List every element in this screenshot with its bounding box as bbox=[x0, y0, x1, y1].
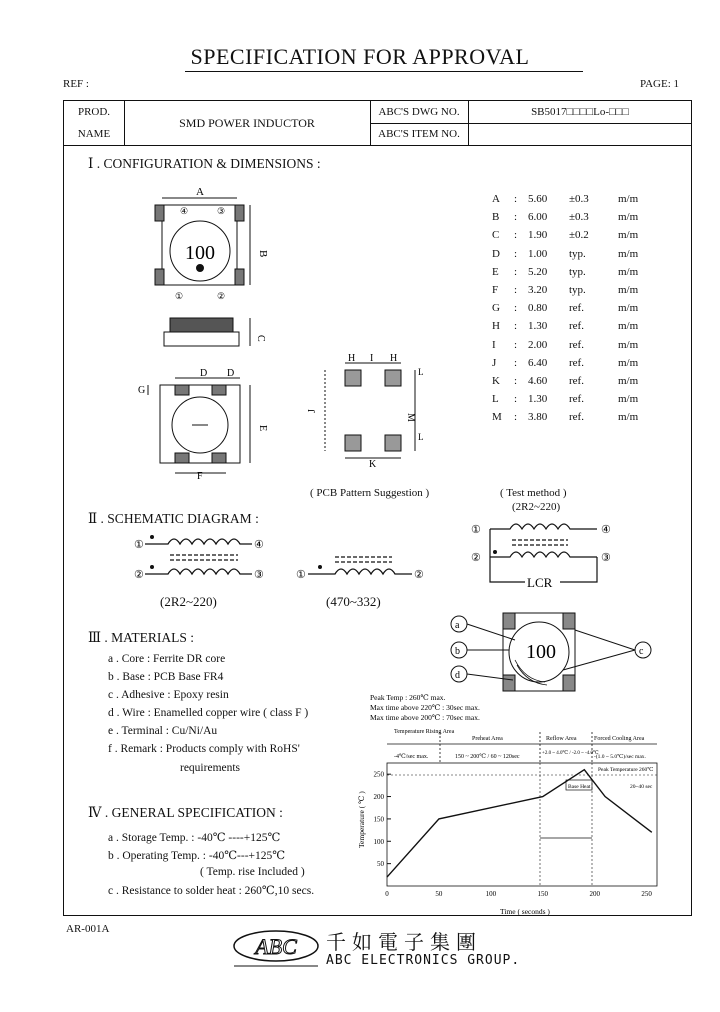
dim-unit: m/m bbox=[618, 211, 639, 224]
dim-unit: m/m bbox=[618, 320, 639, 333]
svg-text:D: D bbox=[227, 368, 235, 379]
reflow-y-label: Temperature ( ℃ ) bbox=[357, 791, 366, 848]
svg-text:③: ③ bbox=[601, 552, 611, 564]
reflow-x-label: Time ( seconds ) bbox=[500, 907, 550, 916]
dim-key: K bbox=[492, 375, 500, 387]
zone-rising-value: -4℃/sec max. bbox=[394, 754, 429, 760]
dim-key: H bbox=[492, 320, 500, 333]
svg-text:L: L bbox=[418, 432, 424, 442]
dim-unit: m/m bbox=[618, 247, 639, 260]
material-item: b . Base : PCB Base FR4 bbox=[108, 671, 224, 683]
svg-text:③: ③ bbox=[217, 206, 226, 216]
dimension-row bbox=[490, 408, 660, 426]
material-item: a . Core : Ferrite DR core bbox=[108, 653, 226, 665]
page-label: PAGE: 1 bbox=[640, 78, 680, 90]
dim-key: A bbox=[492, 193, 500, 205]
svg-text:M: M bbox=[405, 413, 416, 422]
reflow-note-3: Max time above 200℃ : 70sec max. bbox=[370, 713, 480, 722]
svg-text:①: ① bbox=[134, 539, 144, 551]
dim-sep: : bbox=[514, 302, 518, 315]
svg-text:C: C bbox=[255, 335, 266, 342]
svg-text:c: c bbox=[639, 646, 644, 657]
test-method-label: ( Test method ) bbox=[500, 487, 567, 499]
top-view-marking: 100 bbox=[185, 242, 215, 264]
svg-text:③: ③ bbox=[254, 569, 264, 581]
product-name: SMD POWER INDUCTOR bbox=[179, 115, 315, 130]
item-value bbox=[468, 123, 692, 145]
lcr-label: LCR bbox=[527, 575, 553, 590]
dim-value: 6.40 bbox=[528, 356, 548, 369]
dim-key: I bbox=[492, 338, 496, 351]
zone-rising: Temperature Rising Area bbox=[394, 729, 455, 735]
dimension-row bbox=[490, 245, 660, 263]
dimension-row bbox=[490, 372, 660, 390]
dim-unit: m/m bbox=[618, 338, 639, 351]
zone-reflow: Reflow Area bbox=[546, 736, 577, 742]
dim-tolerance: ref. bbox=[569, 411, 584, 424]
section-3-title: Ⅲ . MATERIALS : bbox=[88, 630, 195, 645]
pcb-caption: ( PCB Pattern Suggestion ) bbox=[310, 487, 430, 499]
ref-label: REF : bbox=[63, 78, 89, 90]
svg-text:①: ① bbox=[296, 569, 306, 581]
reflow-profile-line bbox=[387, 770, 652, 877]
y-tick-label: 150 bbox=[373, 815, 384, 824]
dim-sep: : bbox=[514, 393, 518, 406]
dim-unit: m/m bbox=[618, 229, 639, 242]
svg-text:①: ① bbox=[175, 291, 184, 301]
svg-text:②: ② bbox=[471, 552, 481, 564]
schematic-diagrams bbox=[130, 530, 430, 590]
gen-spec-storage: a . Storage Temp. : -40℃ ----+125℃ bbox=[108, 832, 281, 844]
material-item: c . Adhesive : Epoxy resin bbox=[108, 689, 229, 701]
title-underline bbox=[185, 71, 583, 72]
dim-tolerance: typ. bbox=[569, 247, 586, 260]
section-4-title: Ⅳ . GENERAL SPECIFICATION : bbox=[88, 805, 283, 820]
material-item: d . Wire : Enamelled copper wire ( class F ) bbox=[108, 707, 309, 719]
peak-temp-label: Peak Temperature 260℃ bbox=[598, 767, 654, 773]
dim-sep: : bbox=[514, 338, 518, 351]
gen-spec-solder-heat: c . Resistance to solder heat : 260℃,10 secs. bbox=[108, 885, 315, 897]
schematic-range-2: (470~332) bbox=[326, 594, 381, 609]
dimension-drawings bbox=[120, 185, 440, 485]
y-tick-label: 50 bbox=[377, 860, 384, 869]
svg-text:d: d bbox=[455, 670, 460, 681]
dim-key: B bbox=[492, 211, 500, 224]
dim-value: 1.30 bbox=[528, 393, 548, 406]
svg-text:A: A bbox=[196, 186, 204, 198]
dim-unit: m/m bbox=[618, 284, 639, 296]
zone-cooling: Forced Cooling Area bbox=[594, 736, 645, 742]
item-label: ABC'S ITEM NO. bbox=[378, 128, 460, 140]
dim-value: 1.30 bbox=[528, 320, 548, 333]
section-2-title: Ⅱ . SCHEMATIC DIAGRAM : bbox=[88, 511, 259, 526]
zone-preheat-value: 150 ~ 200℃ / 60 ~ 120sec bbox=[455, 754, 520, 760]
material-item: f . Remark : Products comply with RoHS' bbox=[108, 743, 300, 755]
dim-key: E bbox=[492, 265, 499, 278]
dimension-row bbox=[490, 190, 660, 208]
dimension-row bbox=[490, 317, 660, 335]
test-method-circuit bbox=[465, 515, 625, 590]
dim-key: M bbox=[492, 411, 502, 424]
dim-unit: m/m bbox=[618, 411, 639, 424]
dim-value: 2.00 bbox=[528, 338, 548, 351]
dim-key: L bbox=[492, 393, 499, 406]
schematic-range-1: (2R2~220) bbox=[160, 594, 217, 609]
dim-unit: m/m bbox=[618, 356, 639, 369]
x-tick-label: 100 bbox=[485, 890, 497, 898]
dim-tolerance: ±0.2 bbox=[569, 229, 589, 242]
page-title: SPECIFICATION FOR APPROVAL bbox=[190, 44, 530, 69]
dim-sep: : bbox=[514, 356, 518, 369]
dwg-label: ABC'S DWG NO. bbox=[378, 106, 460, 118]
reflow-profile-chart bbox=[350, 688, 670, 918]
dim-unit: m/m bbox=[618, 302, 639, 315]
dim-tolerance: ±0.3 bbox=[569, 193, 589, 205]
dimension-row bbox=[490, 226, 660, 244]
svg-text:④: ④ bbox=[601, 524, 611, 536]
dim-tolerance: ref. bbox=[569, 302, 584, 315]
x-tick-label: 0 bbox=[385, 890, 389, 898]
x-tick-label: 50 bbox=[435, 890, 443, 898]
dim-sep: : bbox=[514, 229, 518, 242]
svg-text:②: ② bbox=[134, 569, 144, 581]
zone-preheat: Preheat Area bbox=[472, 736, 503, 742]
zone-reflow-value: +2.0 ~ 4.0℃ / -2.0 ~ -4.0℃ bbox=[542, 751, 599, 756]
dim-value: 1.90 bbox=[528, 229, 548, 242]
dimension-row bbox=[490, 390, 660, 408]
svg-text:J: J bbox=[307, 409, 318, 413]
dim-key: F bbox=[492, 284, 499, 296]
dimension-row bbox=[490, 354, 660, 372]
dim-tolerance: ±0.3 bbox=[569, 211, 589, 224]
dim-value: 0.80 bbox=[528, 302, 548, 315]
dim-sep: : bbox=[514, 193, 518, 205]
material-item: e . Terminal : Cu/Ni/Au bbox=[108, 725, 218, 737]
svg-text:②: ② bbox=[217, 291, 226, 301]
dimension-row bbox=[490, 263, 660, 281]
dimension-row bbox=[490, 336, 660, 354]
dim-sep: : bbox=[514, 284, 518, 296]
materials-drawing bbox=[445, 610, 655, 695]
zone-cooling-value: -(1.0 ~ 5.0℃)/sec max. bbox=[594, 754, 646, 760]
dim-sep: : bbox=[514, 211, 518, 224]
dimension-row bbox=[490, 281, 660, 299]
svg-text:b: b bbox=[455, 646, 460, 657]
dim-key: D bbox=[492, 247, 500, 260]
svg-text:④: ④ bbox=[180, 206, 189, 216]
svg-text:I: I bbox=[370, 353, 374, 364]
svg-text:E: E bbox=[257, 425, 268, 432]
dimension-table bbox=[490, 190, 660, 430]
dim-tolerance: typ. bbox=[569, 265, 586, 278]
dim-unit: m/m bbox=[618, 265, 639, 278]
dim-tolerance: ref. bbox=[569, 356, 584, 369]
company-chinese-name: 千如電子集團 bbox=[326, 930, 482, 954]
gen-spec-temp-rise: ( Temp. rise Included ) bbox=[200, 866, 305, 878]
dim-tolerance: ref. bbox=[569, 338, 584, 351]
bottom-view bbox=[148, 378, 250, 473]
svg-text:F: F bbox=[197, 471, 203, 482]
dim-value: 1.00 bbox=[528, 247, 548, 260]
dim-tolerance: ref. bbox=[569, 320, 584, 333]
svg-text:②: ② bbox=[414, 569, 424, 581]
dimension-row bbox=[490, 299, 660, 317]
form-number: AR-001A bbox=[66, 923, 110, 935]
dim-key: J bbox=[492, 356, 497, 369]
y-tick-label: 200 bbox=[373, 793, 384, 802]
dim-value: 3.80 bbox=[528, 411, 548, 424]
svg-text:L: L bbox=[418, 367, 424, 377]
dwg-value: SB5017□□□□Lo-□□□ bbox=[531, 106, 629, 118]
header-table bbox=[63, 100, 692, 146]
y-tick-label: 250 bbox=[373, 770, 384, 779]
x-tick-label: 250 bbox=[641, 890, 652, 898]
side-view bbox=[164, 318, 250, 346]
x-tick-label: 200 bbox=[589, 890, 600, 898]
dim-tolerance: ref. bbox=[569, 375, 584, 387]
dim-unit: m/m bbox=[618, 193, 639, 205]
dim-key: G bbox=[492, 302, 500, 315]
svg-text:a: a bbox=[455, 620, 460, 631]
dim-sep: : bbox=[514, 411, 518, 424]
x-tick-label: 150 bbox=[537, 890, 549, 898]
remark-continuation: requirements bbox=[180, 762, 241, 774]
time-range-label: 20~40 sec bbox=[630, 784, 653, 790]
y-tick-label: 100 bbox=[373, 837, 384, 846]
dim-sep: : bbox=[514, 375, 518, 387]
gen-spec-operating: b . Operating Temp. : -40℃---+125℃ bbox=[108, 850, 286, 862]
dim-sep: : bbox=[514, 247, 518, 260]
dim-unit: m/m bbox=[618, 393, 639, 406]
test-range-label: (2R2~220) bbox=[512, 501, 561, 513]
dim-tolerance: typ. bbox=[569, 284, 586, 296]
dimension-row bbox=[490, 208, 660, 226]
svg-text:ABC: ABC bbox=[255, 934, 297, 959]
svg-text:K: K bbox=[369, 459, 377, 470]
dim-value: 4.60 bbox=[528, 375, 548, 387]
svg-text:④: ④ bbox=[254, 539, 264, 551]
dim-value: 3.20 bbox=[528, 284, 548, 296]
dim-sep: : bbox=[514, 320, 518, 333]
svg-text:H: H bbox=[390, 353, 398, 364]
base-heat-label: Base Heat bbox=[568, 784, 591, 790]
svg-text:①: ① bbox=[471, 524, 481, 536]
dim-sep: : bbox=[514, 265, 518, 278]
svg-text:B: B bbox=[257, 250, 269, 258]
materials-marking: 100 bbox=[526, 641, 556, 663]
name-label: NAME bbox=[77, 128, 111, 140]
section-1-title: Ⅰ . CONFIGURATION & DIMENSIONS : bbox=[88, 156, 321, 171]
svg-text:H: H bbox=[348, 353, 356, 364]
dim-value: 5.60 bbox=[528, 193, 548, 205]
reflow-note-1: Peak Temp : 260℃ max. bbox=[370, 693, 446, 702]
company-english-name: ABC ELECTRONICS GROUP. bbox=[326, 953, 521, 968]
svg-text:G: G bbox=[138, 385, 146, 396]
pcb-pattern bbox=[325, 363, 415, 458]
dim-value: 5.20 bbox=[528, 265, 548, 278]
dim-tolerance: ref. bbox=[569, 393, 584, 406]
prod-label: PROD. bbox=[77, 106, 111, 118]
abc-logo bbox=[230, 926, 322, 970]
dim-key: C bbox=[492, 229, 500, 242]
dim-unit: m/m bbox=[618, 375, 639, 387]
dim-value: 6.00 bbox=[528, 211, 548, 224]
reflow-note-2: Max time above 220℃ : 30sec max. bbox=[370, 703, 480, 712]
svg-text:D: D bbox=[200, 368, 208, 379]
